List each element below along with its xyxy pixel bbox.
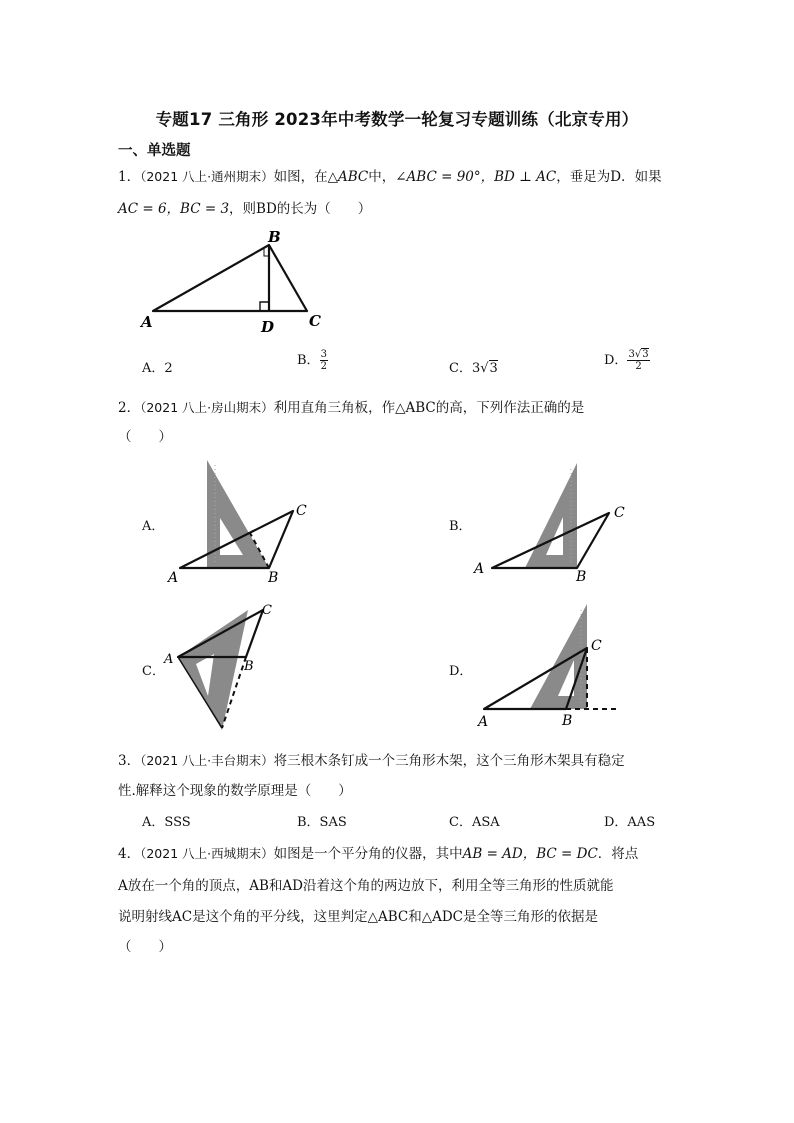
set-square [530,604,587,709]
q1-option-a[interactable] [142,357,173,376]
q4-text: 如图是一个平分角的仪器，其中 [273,846,463,862]
q1-text: 如图，在 [273,169,328,185]
q3-option-c[interactable]: C．ASA [449,815,500,830]
q4-source: （2021 八上·西城期末） [140,846,274,861]
label-b: B [576,569,587,585]
right-angle-mark-d [260,302,269,311]
label-b: B [268,228,281,246]
label-c: C [262,603,272,618]
q2-line1 [118,396,584,416]
q1-option-d[interactable] [604,349,650,372]
q1-source: （2021 八上·通州期末） [140,169,274,184]
label-b: B [268,570,279,586]
label-c: C [591,638,602,654]
label-c: C [309,312,321,330]
label-a: A [168,570,179,586]
fraction-denominator: 2 [320,361,327,372]
fraction [320,349,328,372]
section-heading: 一、单选题 [118,143,191,159]
q3-text: 将三根木条钉成一个三角形木架，这个三角形木架具有稳定 [273,753,625,769]
q2-option-c[interactable]: C． [142,664,165,679]
option-value: 2 [164,361,173,376]
triangle-abc [153,245,307,311]
option-value: 3 [471,361,481,376]
option-letter: D． [604,353,628,368]
q2-line2: （ ） [118,429,172,445]
option-letter: A． [142,361,165,376]
label-a: A [478,714,489,730]
q1-line2 [118,197,371,217]
q2-figure-b [470,455,640,585]
q1-number: 1． [118,169,141,185]
q4-math: AB = AD，BC = DC [462,846,598,862]
q1-math: △ABC [327,169,369,185]
q3-line1 [118,749,625,769]
q3-source: （2021 八上·丰台期末） [140,753,274,768]
page-title: 专题17 三角形 2023年中考数学一轮复习专题训练（北京专用） [155,110,639,129]
q1-figure [135,225,335,340]
fraction-numerator: 3 [320,349,327,360]
q4-line1 [118,842,638,862]
q1-math: ∠ABC = 90°，BD ⊥ AC [395,169,557,185]
q2-option-a[interactable]: A． [142,519,165,534]
q4-text: ．将点 [597,846,639,862]
label-d: D [261,318,275,336]
fraction [627,349,649,372]
q3-line2: 性.解释这个现象的数学原理是（ ） [118,783,352,799]
q3-number: 3． [118,753,141,769]
q1-text: ，则BD的长为（ ） [229,201,372,217]
label-b: B [244,659,254,674]
set-square [178,610,248,730]
q2-figure-c [160,600,285,735]
q3-option-a[interactable]: A．SSS [142,815,191,830]
option-letter: B． [297,353,320,368]
q2-figure-d [470,598,630,733]
q1-line1 [118,165,662,185]
q2-text: 利用直角三角板，作△ABC的高，下列作法正确的是 [273,400,585,416]
label-c: C [296,503,307,519]
q2-option-d[interactable]: D． [449,664,473,679]
label-b: B [562,713,573,729]
q1-math: AC = 6，BC = 3 [118,201,230,217]
q3-option-d[interactable]: D．AAS [604,815,656,830]
q1-option-b[interactable] [297,349,328,372]
label-a: A [474,561,485,577]
q4-line2: A放在一个角的顶点，AB和AD沿着这个角的两边放下，利用全等三角形的性质就能 [118,878,614,894]
label-a: A [141,313,153,331]
q2-number: 2． [118,400,141,416]
q1-text: ，垂足为D．如果 [556,169,662,185]
q2-option-b[interactable]: B． [449,519,472,534]
q1-text: 中， [368,169,396,185]
coefficient: 3 [628,349,635,360]
q4-line4: （ ） [118,939,172,955]
q3-option-b[interactable]: B．SAS [297,815,347,830]
radicand: 3 [642,349,649,360]
q2-source: （2021 八上·房山期末） [140,400,274,415]
radicand: 3 [489,361,498,376]
fraction-denominator: 2 [635,361,642,372]
option-letter: C． [449,361,472,376]
fraction-numerator: 3√3 [628,349,649,360]
label-c: C [614,505,625,521]
q1-option-c[interactable]: C．3√3 [449,361,498,376]
q4-number: 4． [118,846,141,862]
q2-figure-a [165,455,325,590]
q4-line3: 说明射线AC是这个角的平分线，这里判定△ABC和△ADC是全等三角形的依据是 [118,909,598,925]
label-a: A [164,652,174,667]
